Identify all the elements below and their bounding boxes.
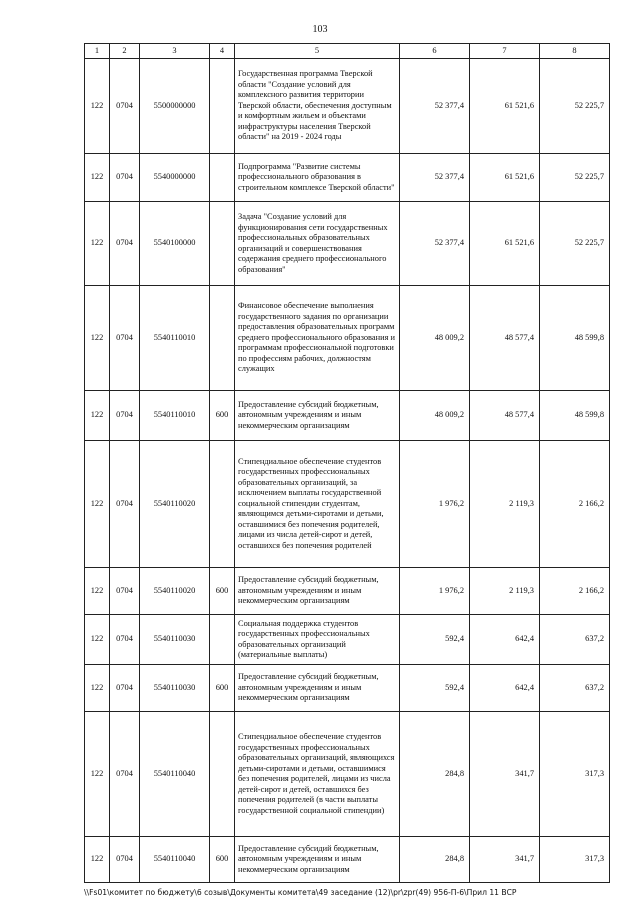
- cell-expense-type: [210, 615, 235, 665]
- table-row: [85, 286, 610, 391]
- cell-expense-type: [210, 154, 235, 202]
- cell-section: 0704: [110, 441, 140, 568]
- cell-amount-year1: 1 976,2: [400, 568, 470, 615]
- table-row: [85, 154, 610, 202]
- cell-admin: 122: [85, 391, 110, 441]
- cell-section: 0704: [110, 837, 140, 883]
- cell-target-code: 5540110020: [140, 441, 210, 568]
- cell-name: Подпрограмма "Развитие системы профессионального образования в строительном комплексе Тверской области": [235, 154, 400, 202]
- cell-name: Предоставление субсидий бюджетным, автономным учреждениям и иным некоммерческим организациям: [235, 665, 400, 712]
- cell-name: Предоставление субсидий бюджетным, автономным учреждениям и иным некоммерческим организациям: [235, 391, 400, 441]
- cell-admin: 122: [85, 568, 110, 615]
- cell-amount-year2: 642,4: [470, 615, 540, 665]
- cell-section: 0704: [110, 568, 140, 615]
- cell-target-code: 5540110020: [140, 568, 210, 615]
- cell-amount-year2: 61 521,6: [470, 59, 540, 154]
- cell-amount-year3: 48 599,8: [540, 391, 610, 441]
- cell-section: 0704: [110, 391, 140, 441]
- table-row: [85, 568, 610, 615]
- cell-expense-type: [210, 59, 235, 154]
- cell-expense-type: [210, 202, 235, 286]
- cell-target-code: 5500000000: [140, 59, 210, 154]
- cell-expense-type: 600: [210, 391, 235, 441]
- cell-name: Задача "Создание условий для функционирования сети государственных профессиональных образовательных организаций и совершенствования содержания среднего профессионального образования": [235, 202, 400, 286]
- cell-amount-year1: 1 976,2: [400, 441, 470, 568]
- page-number: 103: [312, 24, 328, 35]
- cell-amount-year3: 52 225,7: [540, 202, 610, 286]
- cell-expense-type: 600: [210, 837, 235, 883]
- cell-amount-year2: 341,7: [470, 712, 540, 837]
- cell-amount-year1: 52 377,4: [400, 59, 470, 154]
- table-row: [85, 712, 610, 837]
- cell-amount-year1: 284,8: [400, 837, 470, 883]
- cell-target-code: 5540100000: [140, 202, 210, 286]
- cell-amount-year1: 48 009,2: [400, 286, 470, 391]
- cell-amount-year1: 52 377,4: [400, 154, 470, 202]
- cell-amount-year3: 2 166,2: [540, 568, 610, 615]
- cell-target-code: 5540110030: [140, 665, 210, 712]
- cell-section: 0704: [110, 665, 140, 712]
- cell-amount-year3: 48 599,8: [540, 286, 610, 391]
- table-row: [85, 391, 610, 441]
- cell-admin: 122: [85, 202, 110, 286]
- cell-expense-type: [210, 712, 235, 837]
- column-header: 8: [540, 44, 610, 59]
- cell-amount-year3: 317,3: [540, 712, 610, 837]
- cell-name: Социальная поддержка студентов государственных профессиональных образовательных организаций (материальные выплаты): [235, 615, 400, 665]
- cell-section: 0704: [110, 615, 140, 665]
- cell-amount-year2: 341,7: [470, 837, 540, 883]
- cell-section: 0704: [110, 59, 140, 154]
- cell-target-code: 5540110010: [140, 391, 210, 441]
- cell-admin: 122: [85, 441, 110, 568]
- cell-amount-year2: 61 521,6: [470, 154, 540, 202]
- cell-amount-year1: 48 009,2: [400, 391, 470, 441]
- cell-target-code: 5540110030: [140, 615, 210, 665]
- cell-admin: 122: [85, 286, 110, 391]
- table-row: [85, 441, 610, 568]
- cell-amount-year1: 284,8: [400, 712, 470, 837]
- cell-expense-type: [210, 441, 235, 568]
- table-row: [85, 837, 610, 883]
- budget-table: [84, 43, 610, 883]
- table-row: [85, 202, 610, 286]
- table-row: [85, 59, 610, 154]
- column-header: 5: [235, 44, 400, 59]
- cell-amount-year3: 52 225,7: [540, 59, 610, 154]
- cell-admin: 122: [85, 712, 110, 837]
- cell-admin: 122: [85, 615, 110, 665]
- footer-file-path: \\Fs01\комитет по бюджету\6 созыв\Документы комитета\49 заседание (12)\pr\zpr(49) 956-П-6\Прил 11 ВСР: [84, 888, 517, 897]
- column-header: 7: [470, 44, 540, 59]
- cell-target-code: 5540110040: [140, 837, 210, 883]
- cell-name: Финансовое обеспечение выполнения государственного задания по организации предоставления образовательных программ среднего профессионального образования и программам профессиональной подготовки по профессиям рабочих, должностям служащих: [235, 286, 400, 391]
- cell-name: Стипендиальное обеспечение студентов государственных профессиональных образовательных организаций, за исключением выплаты государственной социальной стипендии студентам, являющимся детьми-сиротами и детьми, оставшимися без попечения родителей, лицами из числа детей-сирот и детей, оставшихся без попечения родителей: [235, 441, 400, 568]
- cell-section: 0704: [110, 712, 140, 837]
- cell-expense-type: 600: [210, 568, 235, 615]
- cell-admin: 122: [85, 837, 110, 883]
- cell-amount-year2: 2 119,3: [470, 441, 540, 568]
- cell-name: Предоставление субсидий бюджетным, автономным учреждениям и иным некоммерческим организациям: [235, 568, 400, 615]
- column-header: 2: [110, 44, 140, 59]
- header-row: [85, 44, 610, 59]
- cell-admin: 122: [85, 665, 110, 712]
- cell-expense-type: 600: [210, 665, 235, 712]
- cell-admin: 122: [85, 59, 110, 154]
- cell-name: Предоставление субсидий бюджетным, автономным учреждениям и иным некоммерческим организациям: [235, 837, 400, 883]
- cell-amount-year2: 48 577,4: [470, 286, 540, 391]
- cell-amount-year1: 592,4: [400, 615, 470, 665]
- cell-target-code: 5540110010: [140, 286, 210, 391]
- cell-section: 0704: [110, 202, 140, 286]
- cell-amount-year3: 637,2: [540, 665, 610, 712]
- cell-amount-year1: 52 377,4: [400, 202, 470, 286]
- cell-admin: 122: [85, 154, 110, 202]
- cell-amount-year2: 48 577,4: [470, 391, 540, 441]
- cell-section: 0704: [110, 286, 140, 391]
- cell-target-code: 5540000000: [140, 154, 210, 202]
- cell-amount-year2: 61 521,6: [470, 202, 540, 286]
- cell-amount-year3: 317,3: [540, 837, 610, 883]
- table-row: [85, 665, 610, 712]
- cell-amount-year3: 637,2: [540, 615, 610, 665]
- cell-name: Стипендиальное обеспечение студентов государственных профессиональных образовательных организаций, являющихся детьми-сиротами и детьми, оставшимися без попечения родителей, лицами из числа детей-сирот и детей, оставшихся без попечения родителей (в части выплаты государственной социальной стипендии): [235, 712, 400, 837]
- cell-amount-year2: 2 119,3: [470, 568, 540, 615]
- cell-amount-year3: 52 225,7: [540, 154, 610, 202]
- column-header: 1: [85, 44, 110, 59]
- cell-target-code: 5540110040: [140, 712, 210, 837]
- column-header: 3: [140, 44, 210, 59]
- cell-amount-year1: 592,4: [400, 665, 470, 712]
- cell-amount-year3: 2 166,2: [540, 441, 610, 568]
- cell-section: 0704: [110, 154, 140, 202]
- column-header: 6: [400, 44, 470, 59]
- table-row: [85, 615, 610, 665]
- cell-name: Государственная программа Тверской области "Создание условий для комплексного развития территории Тверской области, обеспечения доступным и комфортным жильем и объектами инфраструктуры населения Тверской области" на 2019 - 2024 годы: [235, 59, 400, 154]
- cell-expense-type: [210, 286, 235, 391]
- column-header: 4: [210, 44, 235, 59]
- cell-amount-year2: 642,4: [470, 665, 540, 712]
